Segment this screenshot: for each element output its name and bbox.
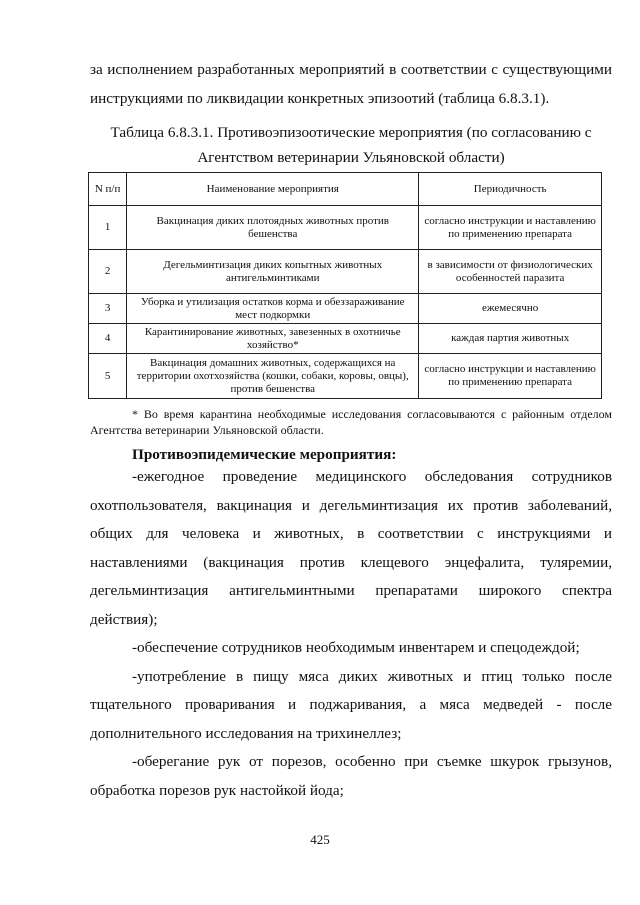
header-frequency: Периодичность	[419, 173, 602, 206]
page-number: 425	[310, 832, 330, 847]
row-number: 1	[89, 206, 127, 250]
row-measure: Вакцинация диких плотоядных животных против бешенства	[127, 206, 419, 250]
row-measure: Уборка и утилизация остатков корма и обеззараживание мест подкормки	[127, 294, 419, 324]
list-item: -обеспечение сотрудников необходимым инвентарем и спецодеждой;	[132, 639, 580, 656]
header-number: N п/п	[89, 173, 127, 206]
row-measure: Дегельминтизация диких копытных животных антигельминтиками	[127, 250, 419, 294]
table-row	[89, 354, 602, 399]
row-frequency: каждая партия животных	[419, 324, 602, 354]
header-measure: Наименование мероприятия	[127, 173, 419, 206]
table-row	[89, 324, 602, 354]
list-item: -употребление в пищу мяса диких животных и птиц только после тщательного проваривания и поджаривания, а мяса медведей - после дополнительного исследования на трихинеллез;	[90, 667, 612, 742]
row-number: 3	[89, 294, 127, 324]
table-header-row	[89, 173, 602, 206]
intro-paragraph: за исполнением разработанных мероприятий в соответствии с существующими инструкциями по ликвидации конкретных эпизоотий (таблица 6.8.3.1).	[90, 61, 612, 107]
row-number: 4	[89, 324, 127, 354]
measures-list	[90, 463, 612, 805]
row-measure: Карантинирование животных, завезенных в охотничье хозяйство*	[127, 324, 419, 354]
row-measure: Вакцинация домашних животных, содержащихся на территории охотхозяйства (кошки, собаки, коровы, овцы), против бешенства	[127, 354, 419, 399]
row-frequency: в зависимости от физиологических особенностей паразита	[419, 250, 602, 294]
section-heading: Противоэпидемические мероприятия:	[132, 446, 397, 463]
table-row	[89, 294, 602, 324]
table-caption: Таблица 6.8.3.1. Противоэпизоотические мероприятия (по согласованию с Агентством ветеринарии Ульяновской области)	[110, 124, 592, 166]
row-frequency: согласно инструкции и наставлению по применению препарата	[419, 354, 602, 399]
row-frequency: согласно инструкции и наставлению по применению препарата	[419, 206, 602, 250]
table-row	[89, 250, 602, 294]
list-item: -оберегание рук от порезов, особенно при съемке шкурок грызунов, обработка порезов рук настойкой йода;	[90, 753, 612, 799]
measures-table	[88, 172, 602, 399]
row-number: 5	[89, 354, 127, 399]
row-number: 2	[89, 250, 127, 294]
table-footnote: * Во время карантина необходимые исследования согласовываются с районным отделом Агентства ветеринарии Ульяновской области.	[90, 407, 612, 437]
table-row	[89, 206, 602, 250]
list-item: -ежегодное проведение медицинского обследования сотрудников охотпользователя, вакцинация и дегельминтизация их против заболеваний, общих для человека и животных, в соответствии с инструкциями и наставлениями (вакцинация против клещевого энцефалита, туляремии, дегельминтизация антигельминтными препаратами широкого спектра действия);	[90, 468, 612, 628]
row-frequency: ежемесячно	[419, 294, 602, 324]
